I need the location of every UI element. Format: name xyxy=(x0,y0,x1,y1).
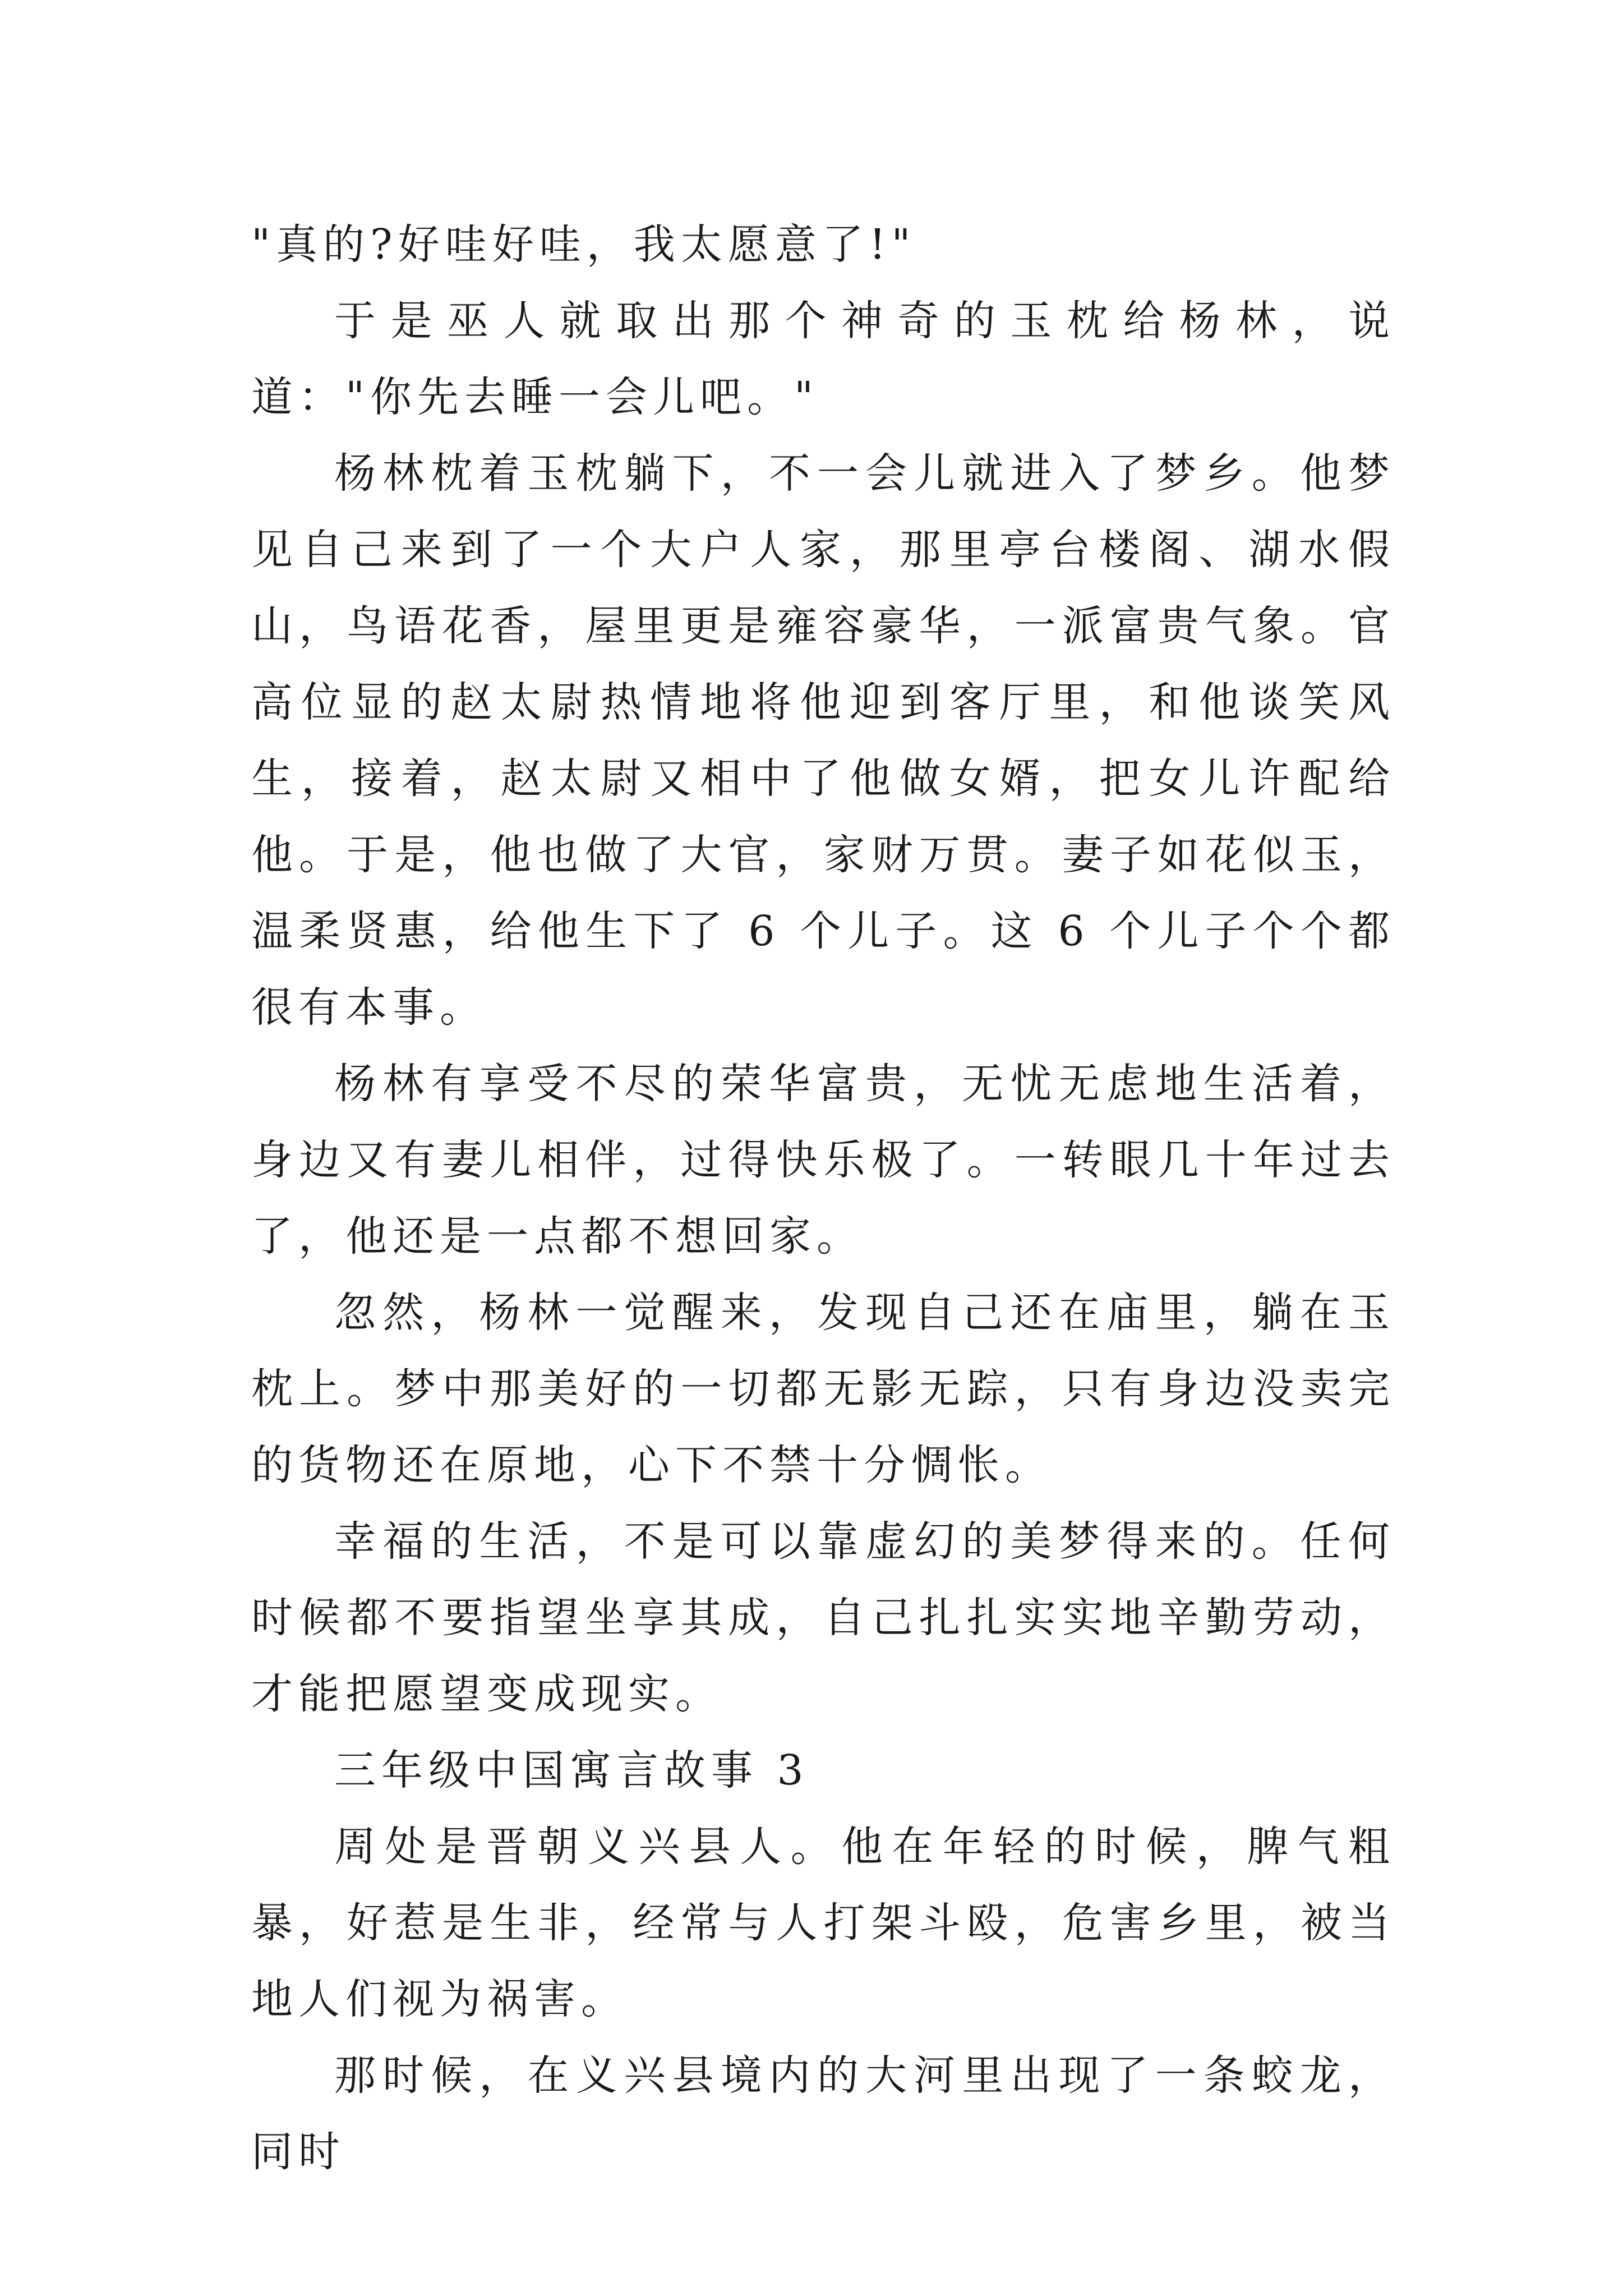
paragraph-wizard-pillow: 于是巫人就取出那个神奇的玉枕给杨林，说道："你先去睡一会儿吧。" xyxy=(251,297,1395,421)
paragraph-happy-life: 杨林有享受不尽的荣华富贵，无忧无虑地生活着，身边又有妻儿相伴，过得快乐极了。一转眼几十年过去了，他还是一点都不想回家。 xyxy=(251,1060,1395,1260)
paragraph-dream: 杨林枕着玉枕躺下，不一会儿就进入了梦乡。他梦见自己来到了一个大户人家，那里亭台楼阁、湖水假山，鸟语花香，屋里更是雍容豪华，一派富贵气象。官高位显的赵太尉热情地将他迎到客厅里，和他谈笑风生，接着，赵太尉又相中了他做女婿，把女儿许配给他。于是，他也做了大官，家财万贯。妻子如花似玉，温柔贤惠，给他生下了 6 个儿子。这 6 个儿子个个都很有本事。 xyxy=(251,449,1395,1032)
section-heading: 三年级中国寓言故事 3 xyxy=(334,1746,809,1795)
paragraph-awake: 忽然，杨林一觉醒来，发现自己还在庙里，躺在玉枕上。梦中那美好的一切都无影无踪，只有身边没卖完的货物还在原地，心下不禁十分惆怅。 xyxy=(251,1289,1395,1489)
paragraph-dragon: 那时候，在义兴县境内的大河里出现了一条蛟龙，同时 xyxy=(251,2051,1395,2176)
paragraph-moral: 幸福的生活，不是可以靠虚幻的美梦得来的。任何时候都不要指望坐享其成，自己扎扎实实地辛勤劳动，才能把愿望变成现实。 xyxy=(251,1517,1395,1718)
document-body xyxy=(251,206,1395,2190)
paragraph-quote: "真的?好哇好哇，我太愿意了!" xyxy=(251,220,916,269)
paragraph-zhou-chu: 周处是晋朝义兴县人。他在年轻的时候，脾气粗暴，好惹是生非，经常与人打架斗殴，危害乡里，被当地人们视为祸害。 xyxy=(251,1823,1395,2023)
